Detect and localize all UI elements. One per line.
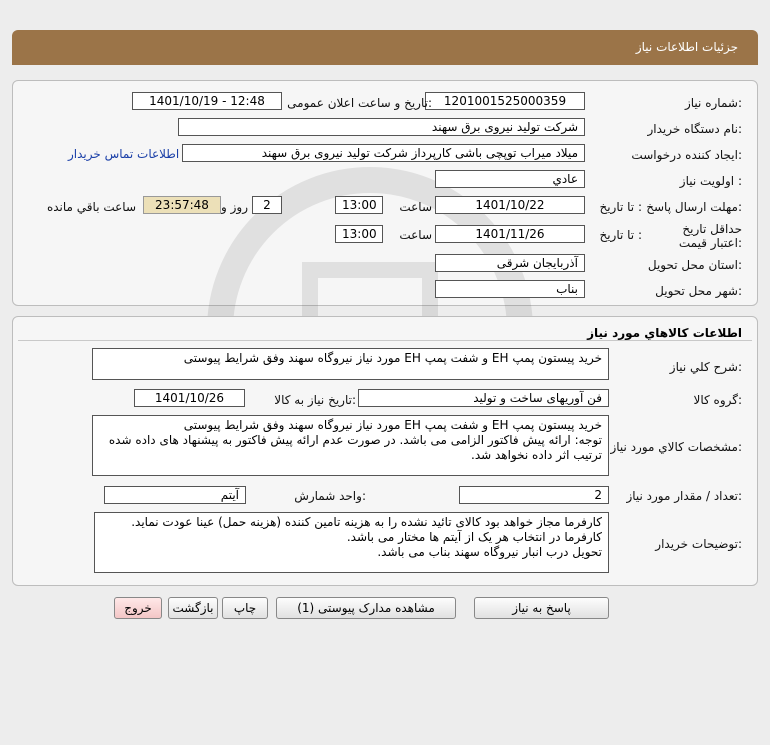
days-and-label: روز و: [221, 200, 248, 214]
deadline-time-label: ساعت: [399, 200, 432, 214]
specs-field: خرید پیستون پمپ EH و شفت پمپ EH مورد نیاز نیروگاه سهند وفق شرایط پیوستی توجه: ارائه پیش فاکتور الزامی می باشد. در صورت عدم ارائه پیش فاکتور به پیشنهاد های داده شده ترتیب اثر داده نخواهد شد.: [92, 415, 609, 476]
city-label: شهر محل تحویل:: [655, 284, 742, 298]
group-label: گروه کالا:: [693, 393, 742, 407]
deadline-time-field: 13:00: [335, 196, 383, 214]
announce-field: 1401/10/19 - 12:48: [132, 92, 282, 110]
reply-button[interactable]: پاسخ به نياز: [474, 597, 609, 619]
validity-label: حداقل تاریخ اعتبار قیمت:: [678, 222, 742, 250]
remaining-time-field: 23:57:48: [143, 196, 221, 214]
print-button[interactable]: چاپ: [222, 597, 268, 619]
province-field: آذربایجان شرقی: [435, 254, 585, 272]
validity-to-label: تا تاریخ :: [599, 228, 642, 242]
summary-field: خرید پیستون پمپ EH و شفت پمپ EH مورد نیاز نیروگاه سهند وفق شرایط پیوستی: [92, 348, 609, 380]
notes-label: توضيحات خريدار:: [655, 537, 742, 551]
need-date-field: 1401/10/26: [134, 389, 245, 407]
need-info-panel: [12, 80, 758, 306]
days-count-field: 2: [252, 196, 282, 214]
validity-date-field: 1401/11/26: [435, 225, 585, 243]
qty-label: تعداد / مقدار مورد نياز:: [626, 489, 742, 503]
validity-time-field: 13:00: [335, 225, 383, 243]
qty-field: 2: [459, 486, 609, 504]
specs-label: مشخصات کالاي مورد نياز:: [610, 440, 742, 454]
creator-label: ایجاد کننده درخواست:: [631, 148, 742, 162]
priority-label: اولویت نیاز :: [679, 174, 742, 188]
buyer-org-label: نام دستگاه خریدار:: [647, 122, 742, 136]
buyer-contact-link[interactable]: اطلاعات تماس خریدار: [68, 147, 180, 161]
notes-field: کارفرما مجاز خواهد بود کالای تائید نشده را به هزینه تامین کننده (هزینه حمل) عینا عودت نماید. کارفرما در انتخاب هر یک از آیتم ها مختار می باشد. تحویل درب انبار نیروگاه سهند بناب می باشد.: [94, 512, 609, 573]
page-header: [12, 30, 758, 65]
priority-field: عادي: [435, 170, 585, 188]
creator-field: میلاد میراب توپچی باشی کارپرداز شرکت تولید نیروی برق سهند: [182, 144, 585, 162]
exit-button[interactable]: خروج: [114, 597, 162, 619]
page-title: جزئیات اطلاعات نیاز: [635, 40, 738, 54]
section-divider: [18, 340, 752, 341]
group-field: فن آوریهای ساخت و تولید: [358, 389, 609, 407]
need-number-label: شماره نیاز:: [684, 96, 742, 110]
province-label: استان محل تحویل:: [647, 258, 742, 272]
announce-label: تاریخ و ساعت اعلان عمومی:: [287, 96, 432, 110]
back-button[interactable]: بازگشت: [168, 597, 218, 619]
city-field: بناب: [435, 280, 585, 298]
deadline-date-field: 1401/10/22: [435, 196, 585, 214]
attachments-button[interactable]: مشاهده مدارک پیوستی (1): [276, 597, 456, 619]
need-date-label: تاریخ نیاز به کالا:: [274, 393, 356, 407]
goods-section-title: اطلاعات کالاهاي مورد نياز: [587, 326, 742, 340]
validity-time-label: ساعت: [399, 228, 432, 242]
remaining-time-label: ساعت باقي مانده: [46, 200, 136, 214]
deadline-to-label: تا تاریخ :: [599, 200, 642, 214]
unit-field: آیتم: [104, 486, 246, 504]
deadline-label: مهلت ارسال پاسخ:: [646, 200, 742, 214]
unit-label: واحد شمارش:: [294, 489, 366, 503]
summary-label: شرح کلي نياز:: [669, 360, 742, 374]
buyer-org-field: شرکت تولید نیروی برق سهند: [178, 118, 585, 136]
need-number-field: 1201001525000359: [425, 92, 585, 110]
